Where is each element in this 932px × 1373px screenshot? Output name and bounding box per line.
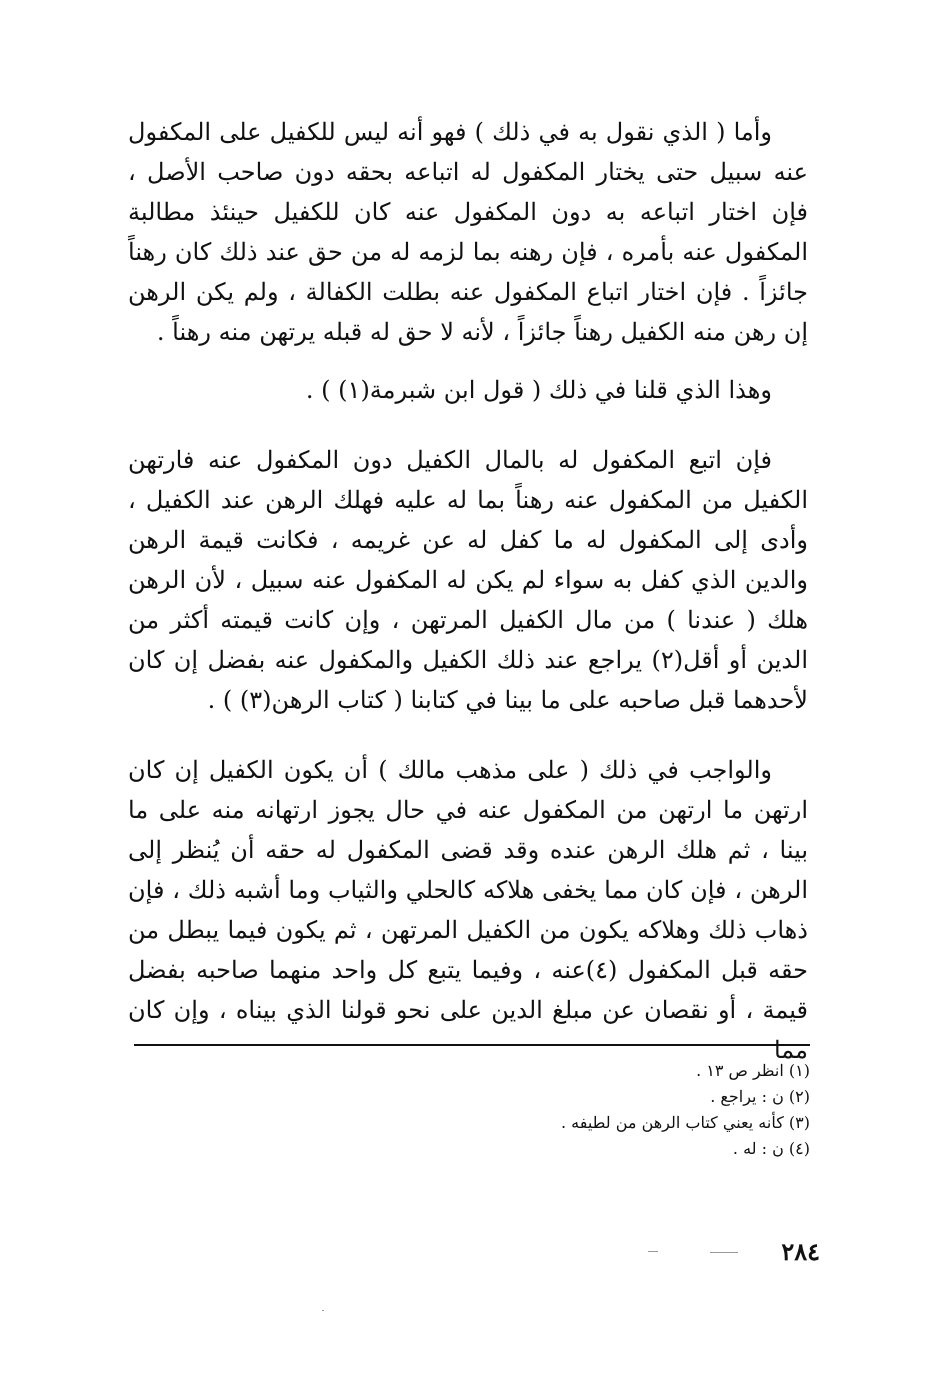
paragraph-4: والواجب في ذلك ( على مذهب مالك ) أن يكون الكفيل إن كان ارتهن ما ارتهن من المكفول عنه في حال يجوز ارتهانه منه على ما بينا ، ثم هلك الرهن عنده وقد قضى المكفول له حقه أن يُنظر إلى الرهن ، فإن كان مما يخفى هلاكه كالحلي والثياب وما أشبه ذلك ، فإن ذهاب ذلك وهلاكه يكون من الكفيل المرتهن ، ثم يكون فيما يبطل من حقه قبل المكفول (٤)عنه ، وفيما يتبع كل واحد منهما صاحبه بفضل قيمة ، أو نقصان عن مبلغ الدين على نحو قولنا الذي بيناه ، وإن كان مما bbox=[128, 756, 808, 1064]
footnotes bbox=[400, 1058, 810, 1162]
page-number: ٢٨٤ bbox=[781, 1237, 820, 1266]
footnote-4: (٤) ن : له . bbox=[732, 1139, 810, 1158]
scan-mark bbox=[648, 1251, 658, 1252]
footnote-divider bbox=[134, 1044, 810, 1046]
footnote-3: (٣) كأنه يعني كتاب الرهن من لطيفه . bbox=[560, 1113, 810, 1132]
footnote-1: (١) انظر ص ١٣ . bbox=[696, 1061, 810, 1080]
footnote-2: (٢) ن : يراجع . bbox=[710, 1087, 810, 1106]
paragraph-3: فإن اتبع المكفول له بالمال الكفيل دون المكفول عنه فارتهن الكفيل من المكفول عنه رهناً بما له عليه فهلك الرهن عند الكفيل ، وأدى إلى المكفول له ما كفل له عن غريمه ، فكانت قيمة الرهن والدين الذي كفل به سواء لم يكن له المكفول عنه سبيل ، لأن الرهن هلك ( عندنا ) من مال الكفيل المرتهن ، وإن كانت قيمته أكثر من الدين أو أقل(٢) يراجع عند ذلك الكفيل والمكفول عنه بفضل إن كان لأحدهما قبل صاحبه على ما بينا في كتابنا ( كتاب الرهن(٣) ) . bbox=[128, 446, 808, 714]
scan-mark bbox=[322, 1310, 324, 1311]
main-text bbox=[128, 112, 808, 1070]
scan-mark bbox=[710, 1252, 738, 1253]
paragraph-1: وأما ( الذي نقول به في ذلك ) فهو أنه ليس للكفيل على المكفول عنه سبيل حتى يختار المكفول له اتباعه بحقه دون صاحب الأصل ، فإن اختار اتباعه به دون المكفول عنه كان للكفيل حينئذ مطالبة المكفول عنه بأمره ، فإن رهنه بما لزمه له من حق عند ذلك كان رهناً جائزاً . فإن اختار اتباع المكفول عنه بطلت الكفالة ، ولم يكن الرهن إن رهن منه الكفيل رهناً جائزاً ، لأنه لا حق له قبله يرتهن منه رهناً . bbox=[128, 118, 808, 346]
paragraph-2: وهذا الذي قلنا في ذلك ( قول ابن شبرمة(١) ) . bbox=[305, 376, 772, 404]
